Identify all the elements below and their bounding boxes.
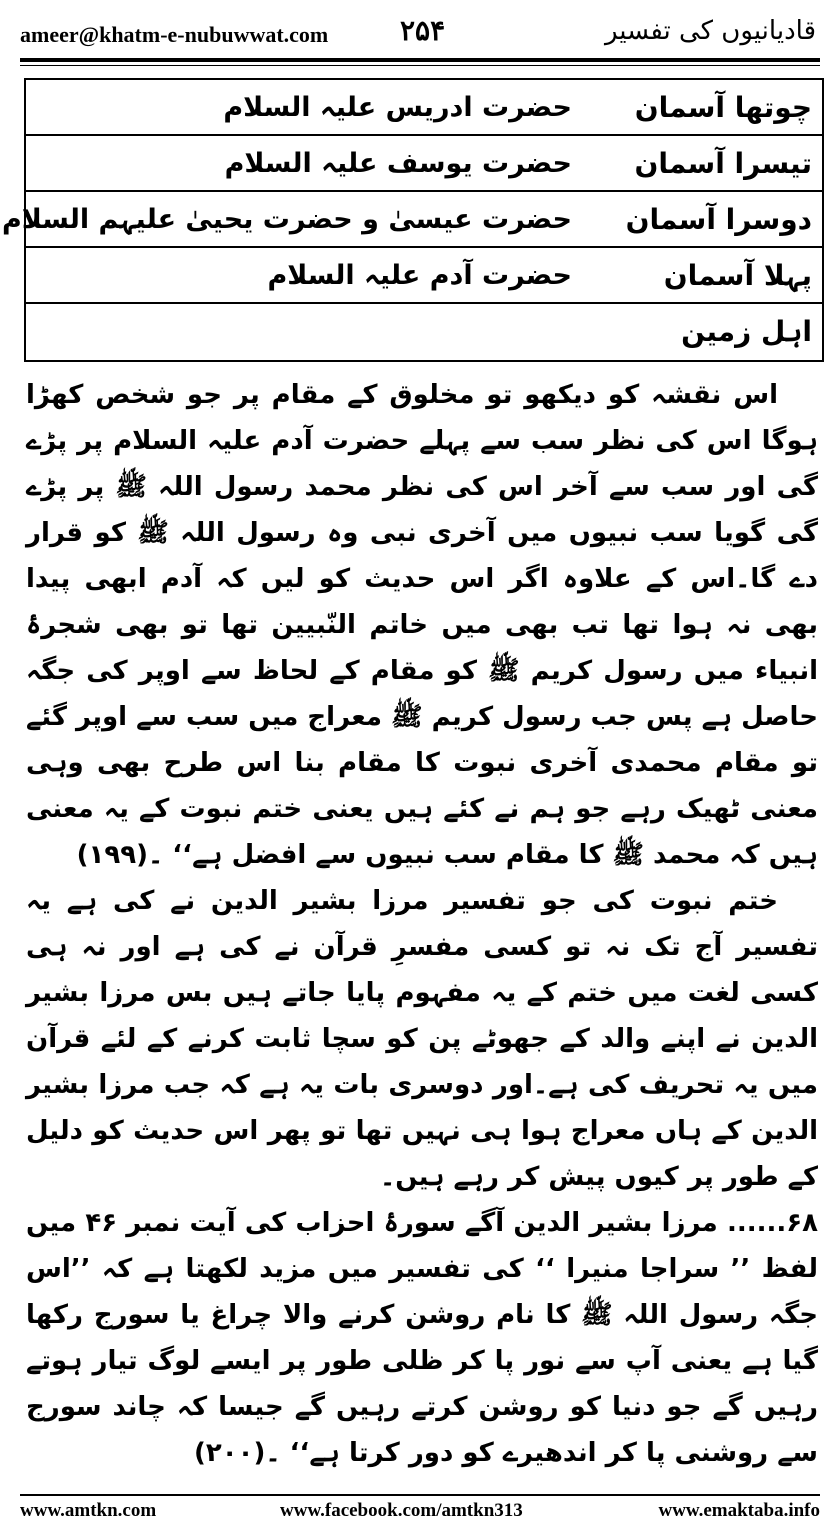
sky-cell: پہلا آسمان [663,259,812,292]
page-footer [20,1500,820,1526]
footer-rule [20,1494,820,1496]
footer-link-facebook[interactable]: www.facebook.com/amtkn313 [280,1500,523,1521]
header-rule-thick [20,58,820,62]
sky-cell: تیسرا آسمان [634,147,812,180]
table-row [26,248,822,304]
paragraph-3: ۶۸...... مرزا بشیر الدین آگے سورۂ احزاب کی آیت نمبر ۴۶ میں لفظ ’’ سراجا منیرا ‘‘ کی تفسیر میں مزید لکھتا ہے کہ ’’اس جگہ رسول اللہ ﷺ کا نام روشن کرنے والا چراغ یا سورج رکھا گیا ہے یعنی آپ سے نور پا کر ظلی طور پر ایسے لوگ تیار ہوتے رہیں گے جو دنیا کو روشن کرتے رہیں گے جیسا کہ چاند سورج سے روشنی پا کر اندھیرے کو دور کرتا ہے‘‘ ۔(۲۰۰) [26,1208,818,1468]
sky-cell: اہل زمین [681,315,812,348]
header-rule-thin [20,65,820,66]
table-row [26,80,822,136]
table-row [2,192,822,248]
header-email: ameer@khatm-e-nubuwwat.com [20,22,329,47]
book-title: قادیانیوں کی تفسیر [604,16,816,46]
table-row [26,304,822,360]
page-header [20,14,820,54]
footer-link-emaktaba[interactable]: www.emaktaba.info [658,1500,820,1521]
footer-link-amtkn[interactable]: www.amtkn.com [20,1500,157,1521]
heavens-table [2,78,824,362]
prophet-cell: حضرت یوسف علیہ السلام [224,148,572,179]
sky-cell: دوسرا آسمان [625,203,812,236]
prophet-cell: حضرت عیسیٰ و حضرت یحییٰ علیہم السلام [2,204,572,235]
sky-cell: چوتھا آسمان [634,91,812,124]
paragraph-2: ختم نبوت کی جو تفسیر مرزا بشیر الدین نے کی ہے یہ تفسیر آج تک نہ تو کسی مفسرِ قرآن نے کی ہے اور نہ ہی کسی لغت میں ختم کے یہ مفہوم پایا جاتے ہیں بس مرزا بشیر الدین نے اپنے والد کے جھوٹے پن کو سچا ثابت کرنے کے لئے قرآن میں یہ تحریف کی ہے۔اور دوسری بات یہ ہے کہ جب مرزا بشیر الدین کے ہاں معراج ہوا ہی نہیں تھا تو پھر اس حدیث کو دلیل کے طور پر کیوں پیش کر رہے ہیں۔ [26,886,818,1192]
prophet-cell: حضرت آدم علیہ السلام [267,260,572,291]
main-text [26,372,818,1468]
page-number: ۲۵۴ [400,14,446,47]
paragraph-1: اس نقشہ کو دیکھو تو مخلوق کے مقام پر جو شخص کھڑا ہوگا اس کی نظر سب سے پہلے حضرت آدم علیہ السلام پر پڑے گی اور سب سے آخر اس کی نظر محمد رسول اللہ ﷺ پر پڑے گی گویا سب نبیوں میں آخری نبی وہ رسول اللہ ﷺ کو قرار دے گا۔اس کے علاوہ اگر اس حدیث کو لیں کہ آدم ابھی پیدا بھی نہ ہوا تھا تب بھی میں خاتم النّبیین تھا تو بھی شجرۂ انبیاء میں رسول کریم ﷺ کو مقام کے لحاظ سے اوپر کی جگہ حاصل ہے پس جب رسول کریم ﷺ معراج میں سب سے اوپر گئے تو مقام محمدی آخری نبوت کا مقام بنا اس طرح بھی وہی معنی ٹھیک رہے جو ہم نے کئے ہیں یعنی ختم نبوت کے یہ معنی ہیں کہ محمد ﷺ کا مقام سب نبیوں سے افضل ہے‘‘ ۔(۱۹۹) [26,380,818,870]
table-row [26,136,822,192]
prophet-cell: حضرت ادریس علیہ السلام [223,92,572,123]
